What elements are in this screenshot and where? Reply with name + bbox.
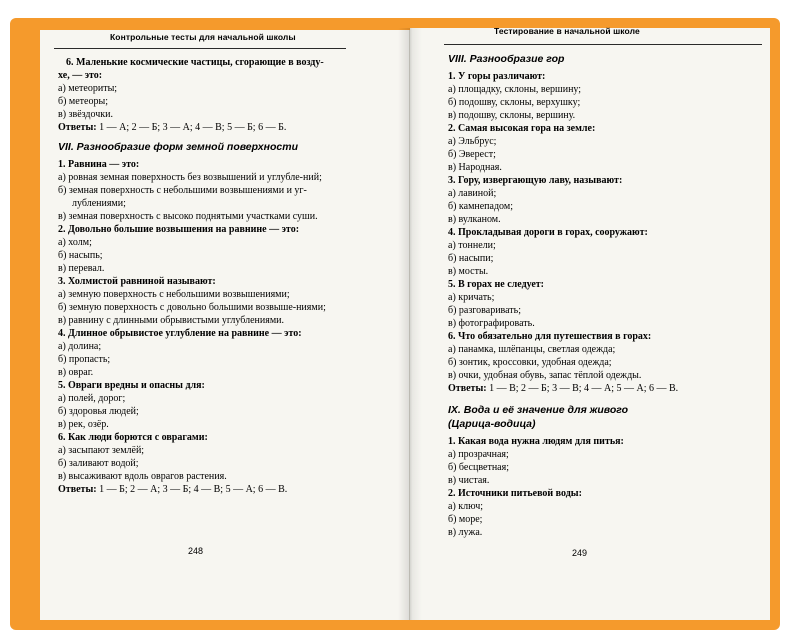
left-page-content [58, 56, 350, 500]
option: б) заливают водой; [58, 458, 139, 469]
option: в) Народная. [448, 162, 502, 173]
option: б) земную поверхность с довольно большими возвыше-ниями; [58, 302, 326, 313]
answers-text: 1 — Б; 2 — А; 3 — Б; 4 — В; 5 — А; 6 — В. [99, 484, 288, 495]
book-gutter-shadow [398, 28, 422, 620]
option: в) лужа. [448, 527, 483, 538]
option: б) метеоры; [58, 96, 108, 107]
option: в) земная поверхность с высоко поднятыми участками суши. [58, 211, 318, 222]
question [58, 56, 350, 69]
question: 3. Гору, извергающую лаву, называют: [448, 175, 623, 186]
option: б) подошву, склоны, верхушку; [448, 97, 581, 108]
option: в) овраг. [58, 367, 94, 378]
answers-text: 1 — А; 2 — Б; 3 — А; 4 — В; 5 — Б; 6 — Б. [99, 122, 287, 133]
question: 2. Источники питьевой воды: [448, 488, 582, 499]
question: 6. Как люди борются с оврагами: [58, 432, 208, 443]
question: 2. Самая высокая гора на земле: [448, 123, 596, 134]
right-running-header: Тестирование в начальной школе [494, 26, 640, 36]
option: б) насыпи; [448, 253, 494, 264]
answers-text: 1 — В; 2 — Б; 3 — В; 4 — А; 5 — А; 6 — В. [489, 383, 679, 394]
question: 6. Что обязательно для путешествия в горах: [448, 331, 652, 342]
option: а) тоннели; [448, 240, 496, 251]
option: а) прозрачная; [448, 449, 509, 460]
option: в) вулканом. [448, 214, 501, 225]
option: б) камнепадом; [448, 201, 513, 212]
option: б) земная поверхность с небольшими возвышениями и уг-лублениями; [58, 185, 307, 209]
question: 4. Длинное обрывистое углубление на равнине — это: [58, 328, 302, 339]
option: а) площадку, склоны, вершину; [448, 84, 582, 95]
option: б) бесцветная; [448, 462, 509, 473]
question: 2. Довольно большие возвышения на равнине — это: [58, 224, 300, 235]
option: а) лавиной; [448, 188, 497, 199]
left-running-header: Контрольные тесты для начальной школы [110, 32, 296, 42]
left-page-number: 248 [188, 546, 204, 556]
option: а) Эльбрус; [448, 136, 497, 147]
option: в) звёздочки. [58, 109, 113, 120]
section-subtitle: (Царица-водица) [448, 418, 536, 430]
answers-label: Ответы: [448, 383, 487, 394]
option: а) долина; [58, 341, 102, 352]
answers-line [58, 121, 350, 134]
question: 1. У горы различают: [448, 71, 546, 82]
option: в) фотографировать. [448, 318, 535, 329]
section-title: VIII. Разнообразие гор [448, 53, 565, 65]
option: а) ровная земная поверхность без возвышений и углубле-ний; [58, 172, 322, 183]
option: а) ключ; [448, 501, 484, 512]
option: в) перевал. [58, 263, 105, 274]
answers-line [58, 483, 350, 496]
answers-label: Ответы: [58, 122, 97, 133]
option: в) высаживают вдоль оврагов растения. [58, 471, 227, 482]
question: 5. Овраги вредны и опасны для: [58, 380, 205, 391]
option: б) зонтик, кроссовки, удобная одежда; [448, 357, 612, 368]
answers-label: Ответы: [58, 484, 97, 495]
right-page-content [448, 52, 748, 539]
question: 1. Какая вода нужна людям для питья: [448, 436, 624, 447]
question: 5. В горах не следует: [448, 279, 545, 290]
option: б) Эверест; [448, 149, 496, 160]
option: а) земную поверхность с небольшими возвышениями; [58, 289, 290, 300]
option: а) холм; [58, 237, 92, 248]
section-title: VII. Разнообразие форм земной поверхности [58, 141, 298, 153]
option: а) панамка, шлёпанцы, светлая одежда; [448, 344, 616, 355]
option: в) чистая. [448, 475, 490, 486]
option: а) засыпают землёй; [58, 445, 145, 456]
option: а) полей, дорог; [58, 393, 126, 404]
right-header-rule [444, 44, 762, 45]
left-header-rule [54, 48, 346, 49]
option: б) пропасть; [58, 354, 111, 365]
question-continuation: хе, — это: [58, 70, 103, 81]
option: в) мосты. [448, 266, 489, 277]
option: в) очки, удобная обувь, запас тёплой одежды. [448, 370, 642, 381]
option: в) рек, озёр. [58, 419, 109, 430]
answers-line [448, 382, 748, 395]
question: 1. Равнина — это: [58, 159, 140, 170]
option: б) насыпь; [58, 250, 103, 261]
question-text: 6. Маленькие космические частицы, сгорающие в возду- [66, 57, 324, 68]
option: а) кричать; [448, 292, 495, 303]
right-page-number: 249 [572, 548, 588, 558]
section-title: IX. Вода и её значение для живого [448, 404, 629, 416]
option: в) подошву, склоны, вершину. [448, 110, 576, 121]
option: б) море; [448, 514, 483, 525]
option: а) метеориты; [58, 83, 118, 94]
option: в) равнину с длинными обрывистыми углублениями. [58, 315, 285, 326]
option: б) здоровья людей; [58, 406, 139, 417]
option: б) разговаривать; [448, 305, 522, 316]
question: 4. Прокладывая дороги в горах, сооружают: [448, 227, 648, 238]
question: 3. Холмистой равниной называют: [58, 276, 216, 287]
